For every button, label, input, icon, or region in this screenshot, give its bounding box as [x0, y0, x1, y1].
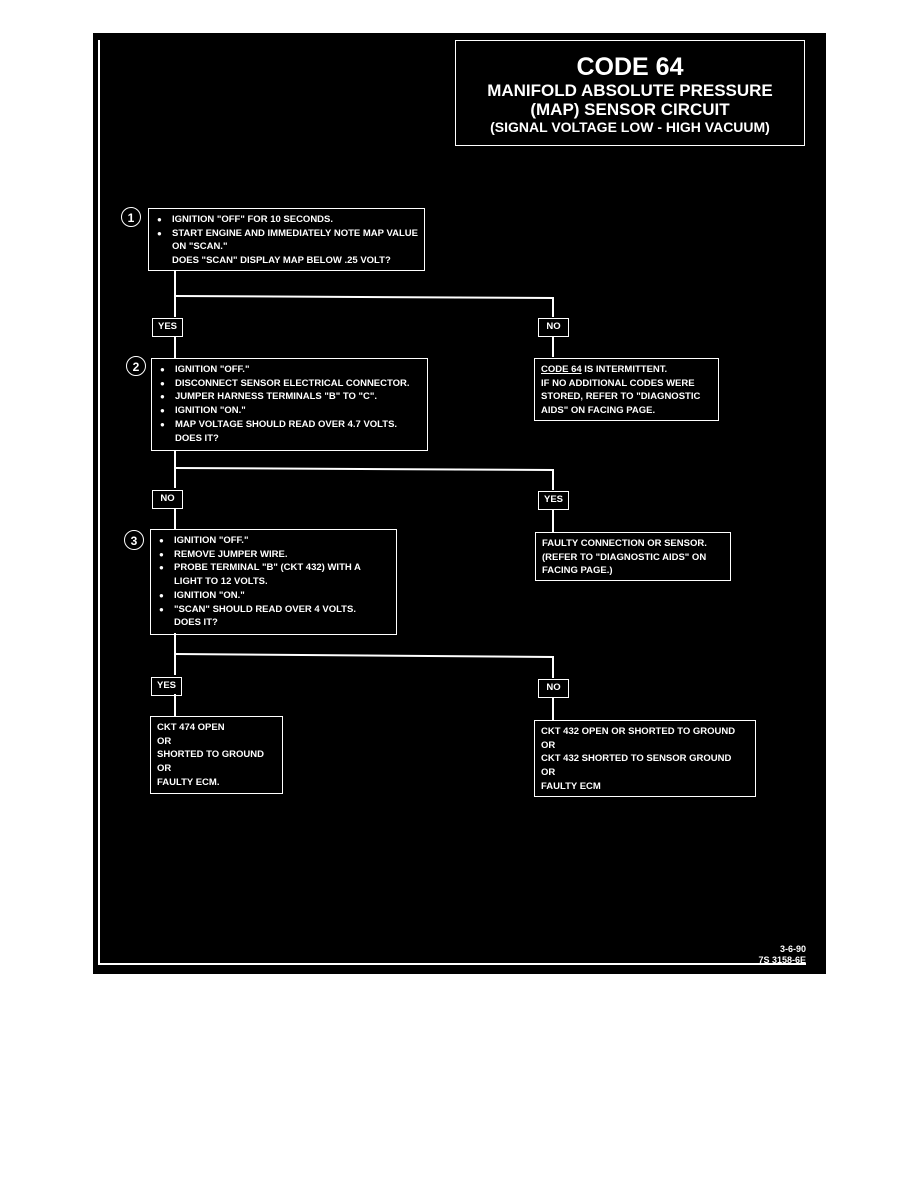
step-1-question: DOES "SCAN" DISPLAY MAP BELOW .25 VOLT? — [172, 255, 391, 267]
result-text: IF NO ADDITIONAL CODES WERE — [541, 377, 695, 389]
step-1-box — [148, 208, 425, 271]
step-3-bullet: ● IGNITION "ON." — [157, 589, 390, 603]
step-2-bullet: ● MAP VOLTAGE SHOULD READ OVER 4.7 VOLTS. — [158, 418, 421, 432]
title-line-3: (SIGNAL VOLTAGE LOW - HIGH VACUUM) — [490, 119, 770, 135]
code-reference: CODE 64 — [541, 364, 582, 375]
result-text: FAULTY CONNECTION OR SENSOR. — [542, 538, 707, 549]
step-1-bullet: ● START ENGINE AND IMMEDIATELY NOTE MAP VALUE ON "SCAN." — [155, 227, 418, 254]
step-3-bullet: ● "SCAN" SHOULD READ OVER 4 VOLTS. — [157, 603, 390, 617]
result-text: AIDS" ON FACING PAGE. — [541, 405, 656, 417]
label-yes-step3: YES — [151, 677, 182, 696]
step-2-bullet: ● JUMPER HARNESS TERMINALS "B" TO "C". — [158, 390, 421, 404]
result-faulty-connection — [535, 532, 731, 581]
result-text: CKT 432 SHORTED TO SENSOR GROUND — [541, 753, 732, 765]
step-2-question: DOES IT? — [175, 432, 219, 444]
result-text: OR — [157, 735, 172, 747]
footer-ref: 7S 3158-6E — [758, 955, 806, 965]
step-1-marker: 1 — [121, 207, 141, 227]
title-line-1: MANIFOLD ABSOLUTE PRESSURE — [487, 81, 773, 100]
step-3-box — [150, 529, 397, 635]
result-text: FAULTY ECM. — [157, 776, 220, 788]
step-3-bullet: ● PROBE TERMINAL "B" (CKT 432) WITH A LIGHT TO 12 VOLTS. — [157, 561, 390, 588]
title-box — [455, 40, 805, 146]
result-text: (REFER TO "DIAGNOSTIC AIDS" ON — [542, 551, 707, 563]
label-yes-step1: YES — [152, 318, 183, 337]
result-intermittent: CODE 64 IS INTERMITTENT. IF NO ADDITIONAL CODES WERE STORED, REFER TO "DIAGNOSTIC AIDS" ON FACING PAGE. — [534, 358, 719, 421]
label-no-step1: NO — [538, 318, 569, 337]
step-2-bullet: ● IGNITION "OFF." — [158, 363, 421, 377]
step-3-question: DOES IT? — [174, 617, 218, 629]
step-3-marker: 3 — [124, 530, 144, 550]
result-ckt432 — [534, 720, 756, 797]
result-text: FAULTY ECM — [541, 780, 601, 792]
result-text: CKT 432 OPEN OR SHORTED TO GROUND — [541, 726, 736, 737]
result-text: OR — [541, 739, 556, 751]
result-ckt474 — [150, 716, 283, 794]
step-3-bullet: ● REMOVE JUMPER WIRE. — [157, 548, 390, 562]
step-2-bullet: ● IGNITION "ON." — [158, 404, 421, 418]
footer-date: 3-6-90 — [779, 944, 806, 954]
title-code: CODE 64 — [576, 53, 684, 81]
step-2-marker: 2 — [126, 356, 146, 376]
result-text: STORED, REFER TO "DIAGNOSTIC — [541, 391, 701, 403]
label-no-step3: NO — [538, 679, 569, 698]
title-line-2: (MAP) SENSOR CIRCUIT — [530, 100, 730, 119]
label-no-step2: NO — [152, 490, 183, 509]
label-yes-step2: YES — [538, 491, 569, 510]
result-text: OR — [541, 767, 556, 779]
step-1-bullet: ● IGNITION "OFF" FOR 10 SECONDS. — [155, 213, 418, 227]
step-2-bullet: ● DISCONNECT SENSOR ELECTRICAL CONNECTOR. — [158, 377, 421, 391]
result-text: OR — [157, 763, 172, 775]
step-2-box — [151, 358, 428, 451]
result-text: CKT 474 OPEN — [157, 722, 225, 733]
result-text: FACING PAGE.) — [542, 565, 613, 577]
step-3-bullet: ● IGNITION "OFF." — [157, 534, 390, 548]
result-text: SHORTED TO GROUND — [157, 749, 264, 761]
